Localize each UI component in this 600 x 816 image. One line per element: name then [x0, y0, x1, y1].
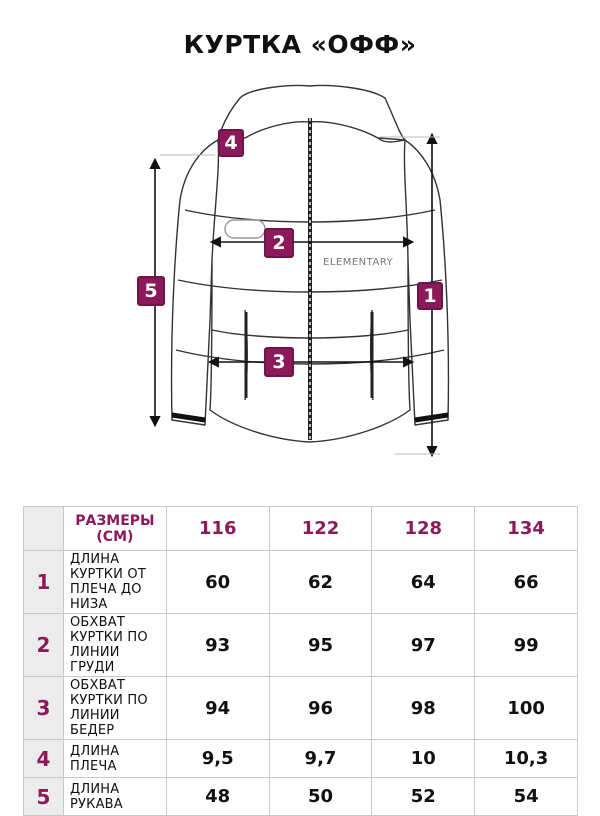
row-value: 48 [166, 778, 269, 816]
badge-3: 3 [264, 347, 294, 377]
row-value: 93 [166, 614, 269, 677]
jacket-illustration [0, 80, 600, 480]
table-row [24, 778, 578, 816]
table-row [24, 551, 578, 614]
row-value: 60 [166, 551, 269, 614]
row-value: 99 [475, 614, 578, 677]
row-label: ОБХВАТ КУРТКИ ПО ЛИНИИ БЕДЕР [64, 677, 167, 740]
table-row [24, 614, 578, 677]
sizes-header-label: РАЗМЕРЫ (СМ) [64, 507, 167, 551]
jacket-drawing [0, 80, 600, 480]
row-label: ДЛИНА КУРТКИ ОТ ПЛЕЧА ДО НИЗА [64, 551, 167, 614]
size-header: 122 [269, 507, 372, 551]
row-number: 5 [24, 778, 64, 816]
row-value: 64 [372, 551, 475, 614]
row-value: 96 [269, 677, 372, 740]
row-label: ДЛИНА РУКАВА [64, 778, 167, 816]
row-number: 4 [24, 740, 64, 778]
row-value: 54 [475, 778, 578, 816]
row-label: ДЛИНА ПЛЕЧА [64, 740, 167, 778]
row-value: 94 [166, 677, 269, 740]
badge-5: 5 [137, 276, 165, 306]
row-number: 2 [24, 614, 64, 677]
size-header: 134 [475, 507, 578, 551]
row-value: 66 [475, 551, 578, 614]
table-row [24, 677, 578, 740]
table-row [24, 740, 578, 778]
table-corner-cell [24, 507, 64, 551]
row-value: 95 [269, 614, 372, 677]
row-number: 3 [24, 677, 64, 740]
row-value: 50 [269, 778, 372, 816]
size-header: 116 [166, 507, 269, 551]
row-value: 98 [372, 677, 475, 740]
badge-1: 1 [417, 282, 443, 310]
row-number: 1 [24, 551, 64, 614]
row-value: 10,3 [475, 740, 578, 778]
row-value: 9,5 [166, 740, 269, 778]
row-label: ОБХВАТ КУРТКИ ПО ЛИНИИ ГРУДИ [64, 614, 167, 677]
size-header: 128 [372, 507, 475, 551]
row-value: 62 [269, 551, 372, 614]
row-value: 52 [372, 778, 475, 816]
brand-label: ELEMENTARY [323, 257, 394, 268]
badge-2: 2 [264, 228, 294, 258]
badge-4: 4 [218, 129, 244, 157]
row-value: 100 [475, 677, 578, 740]
row-value: 9,7 [269, 740, 372, 778]
size-table [23, 506, 578, 816]
row-value: 97 [372, 614, 475, 677]
page-title: КУРТКА «ОФФ» [183, 30, 417, 59]
row-value: 10 [372, 740, 475, 778]
table-header-row [24, 507, 578, 551]
